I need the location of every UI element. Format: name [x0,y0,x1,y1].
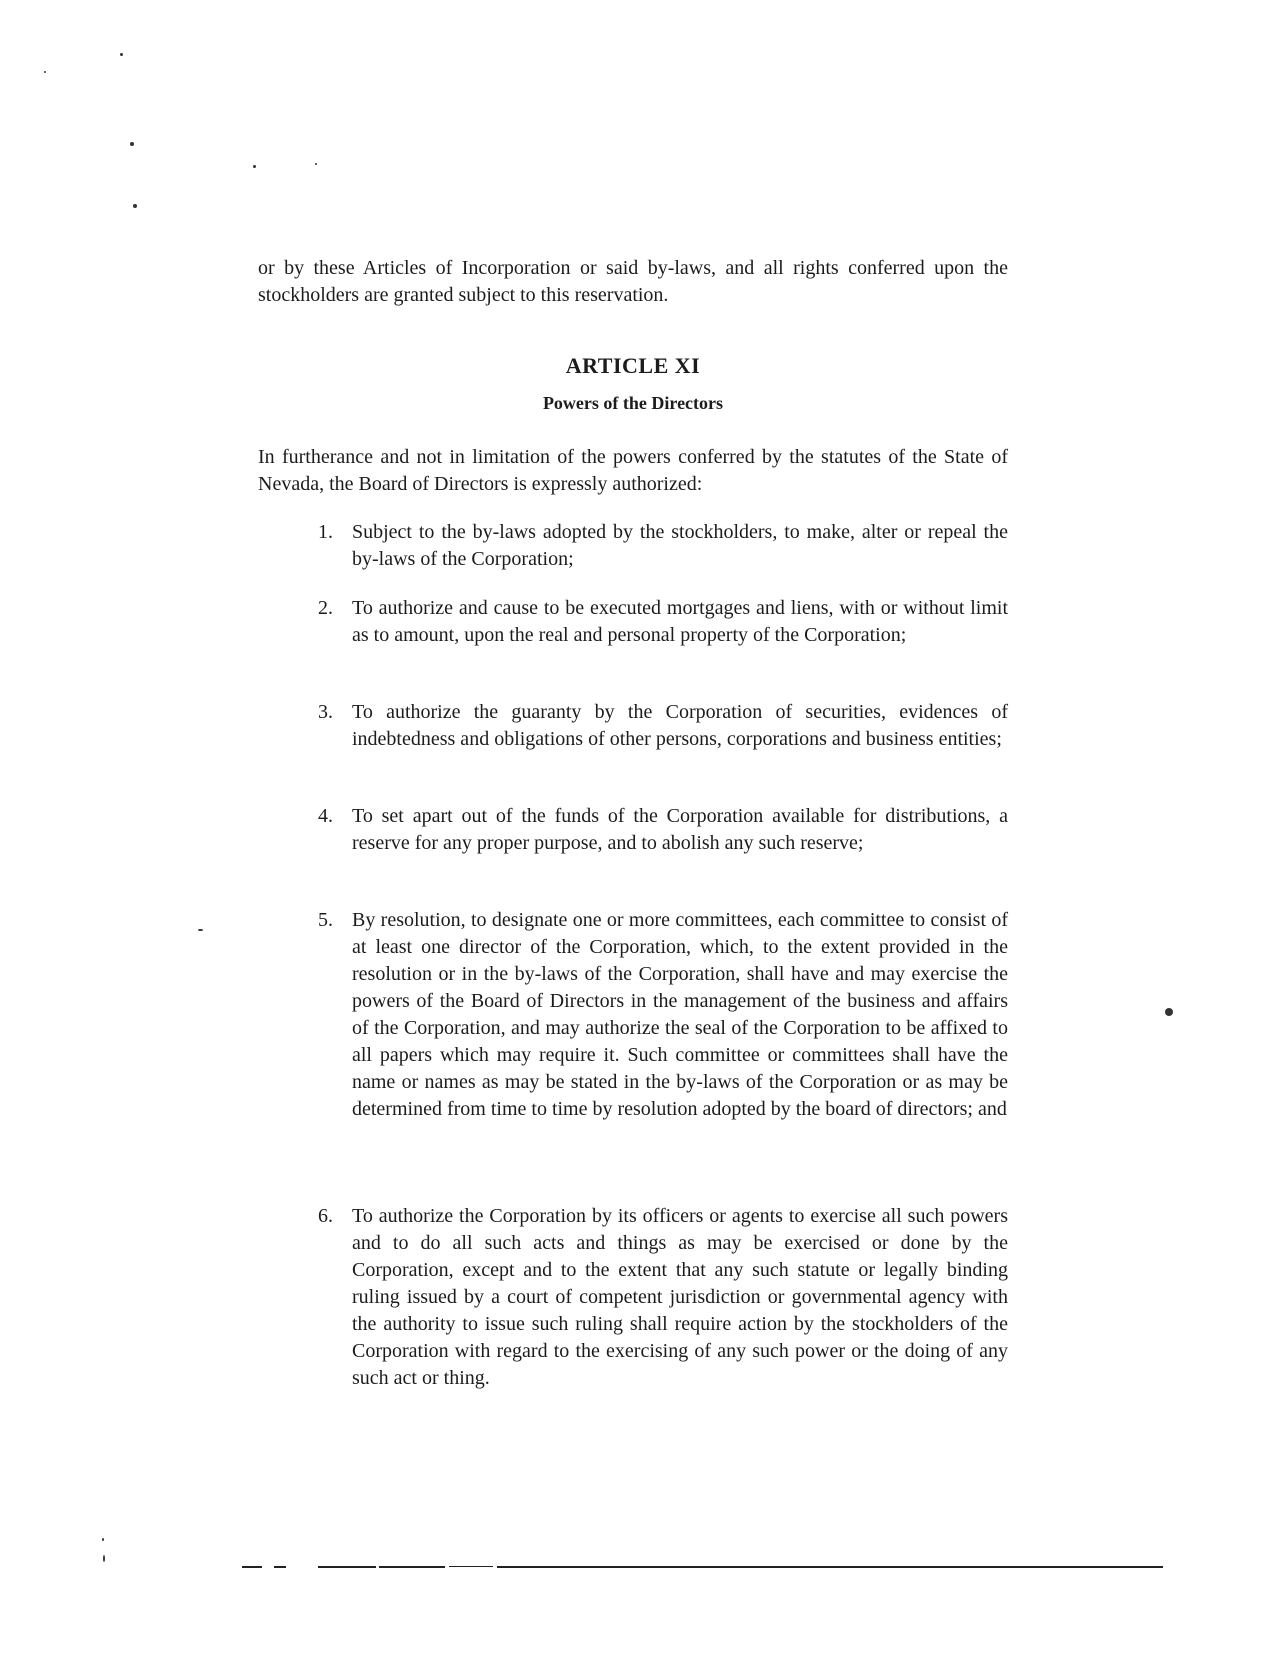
footer-rule [379,1566,445,1568]
list-item [318,519,1008,573]
scan-speck [44,71,46,73]
lead-paragraph: In furtherance and not in limitation of the powers conferred by the statutes of the State of Nevada, the Board of Directors is expressly authorized: [258,446,1008,495]
scan-speck [315,163,317,165]
intro-paragraph: or by these Articles of Incorporation or said by-laws, and all rights conferred upon the stockholders are granted subject to this reservation. [258,257,1008,306]
scan-speck [130,142,134,146]
scan-speck [102,1538,104,1541]
scan-speck [120,53,123,56]
footer-rule [449,1566,493,1567]
scan-speck [133,204,137,208]
item-text: To authorize the Corporation by its officers or agents to exercise all such powers and to do all such acts and things as may be exercised or done by the Corporation, except and to the extent that any such statute or legally binding ruling issued by a court of competent jurisdiction or governmental agency with the authority to issue such ruling shall require action by the stockholders of the Corporation with regard to the exercising of any such power or the doing of any such act or thing. [352,1205,1008,1389]
article-title: ARTICLE XI [565,353,701,378]
item-text: To set apart out of the funds of the Corporation available for distributions, a reserve for any proper purpose, and to abolish any such reserve; [352,805,1008,854]
list-item [318,803,1008,857]
item-number: 5. [318,909,333,931]
footer-rule [318,1566,376,1568]
list-item [318,595,1008,649]
scan-speck [253,165,256,168]
list-item [318,699,1008,753]
item-number: 6. [318,1205,333,1227]
item-text: By resolution, to designate one or more committees, each committee to consist of at least one director of the Corporation, which, to the extent provided in the resolution or in the by-laws of the Corporation, shall have and may exercise the powers of the Board of Directors in the management of the business and affairs of the Corporation, and may authorize the seal of the Corporation to be affixed to all papers which may require it. Such committee or committees shall have the name or names as may be stated in the by-laws of the Corporation or as may be determined from time to time by resolution adopted by the board of directors; and [352,909,1008,1120]
article-subtitle: Powers of the Directors [542,393,724,413]
footer-rule [274,1566,286,1568]
item-text: Subject to the by-laws adopted by the stockholders, to make, alter or repeal the by-laws of the Corporation; [352,521,1008,570]
item-text: To authorize and cause to be executed mortgages and liens, with or without limit as to amount, upon the real and personal property of the Corporation; [352,597,1008,646]
list-item [318,907,1008,1123]
scan-speck [1165,1008,1173,1016]
item-number: 4. [318,805,333,827]
item-number: 2. [318,597,333,619]
item-number: 1. [318,521,333,543]
list-item [318,1203,1008,1392]
footer-rule [242,1566,262,1568]
scan-speck [198,929,203,931]
item-number: 3. [318,701,333,723]
item-text: To authorize the guaranty by the Corporation of securities, evidences of indebtedness and obligations of other persons, corporations and business entities; [352,701,1008,750]
footer-rule [497,1566,1163,1568]
scan-speck [103,1555,105,1562]
